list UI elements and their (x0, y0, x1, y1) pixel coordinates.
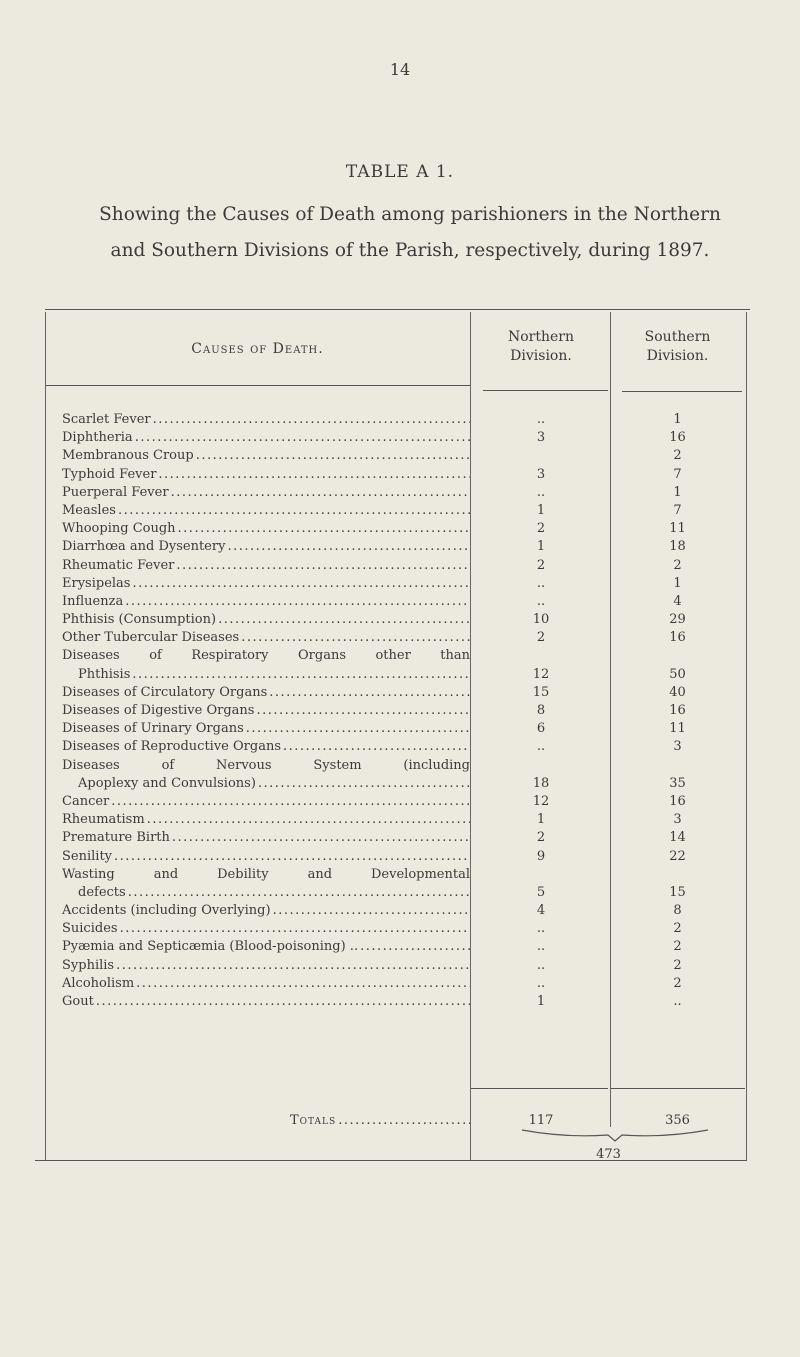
table-row (62, 975, 745, 993)
northern-value: 9 (536, 848, 546, 864)
cause-line (62, 920, 470, 938)
table-row (62, 647, 745, 683)
cause-cell (62, 848, 470, 866)
cause-text: Suicides (62, 921, 118, 937)
cause-text: Diseases of Circulatory Organs (62, 684, 268, 700)
southern-value: 16 (669, 793, 686, 809)
dot-leader (114, 848, 470, 866)
dot-leader (360, 938, 470, 956)
table-row (62, 593, 745, 611)
dot-leader (256, 702, 470, 720)
cause-cell (62, 538, 470, 556)
northern-value: .. (536, 975, 546, 991)
southern-value: 1 (673, 412, 682, 427)
cause-line (62, 557, 470, 575)
northern-value: .. (536, 412, 546, 427)
cause-cell (62, 484, 470, 502)
northern-value: 1 (536, 539, 546, 555)
southern-value: 11 (669, 721, 686, 737)
northern-value: 2 (536, 521, 546, 537)
northern-value: 1 (536, 994, 546, 1010)
dot-leader (227, 538, 470, 556)
cause-line (62, 993, 470, 1011)
northern-value: .. (536, 739, 546, 755)
cause-line (62, 411, 470, 429)
table-row (62, 575, 745, 593)
cause-line (62, 902, 470, 920)
table-row (62, 429, 745, 447)
cause-cell (62, 938, 470, 956)
dot-leader (258, 775, 470, 793)
cause-text: Measles (62, 502, 116, 518)
cause-text: Accidents (including Overlying) (62, 903, 271, 919)
table-caption (40, 197, 780, 269)
table-row (62, 811, 745, 829)
northern-value: .. (536, 921, 546, 937)
cause-line (62, 629, 470, 647)
cause-cell (62, 957, 470, 975)
cause-cell (62, 466, 470, 484)
cause-line (62, 447, 470, 465)
cause-continuation (62, 666, 470, 684)
cause-text: Diseases of Reproductive Organs (62, 739, 281, 755)
dot-leader (172, 829, 470, 847)
southern-value: 7 (673, 502, 682, 518)
northern-value: 10 (532, 612, 550, 628)
cause-text-continued: Phthisis (78, 666, 131, 682)
cause-cell (62, 520, 470, 538)
table-row (62, 520, 745, 538)
dot-leader (147, 811, 470, 829)
cause-cell (62, 502, 470, 520)
header-southern-line-2: Division. (646, 348, 709, 364)
table-row (62, 938, 745, 956)
table-title: TABLE A 1. (345, 162, 455, 182)
cause-cell (62, 793, 470, 811)
totals-brace (520, 1128, 710, 1144)
header-rule-southern (622, 391, 742, 392)
southern-value: .. (673, 994, 682, 1010)
table-row (62, 466, 745, 484)
northern-value: 2 (536, 830, 546, 846)
subtotal-rule-northern (470, 1088, 608, 1089)
northern-value: 8 (536, 703, 546, 719)
cause-cell (62, 866, 470, 902)
cause-text: Influenza (62, 593, 124, 609)
cause-cell (62, 593, 470, 611)
header-southern-division (610, 328, 745, 366)
cause-text: Diarrhœa and Dysentery (62, 539, 226, 555)
cause-cell (62, 647, 470, 683)
northern-value: 1 (536, 502, 546, 518)
cause-line (62, 811, 470, 829)
caption-line-2: and Southern Divisions of the Parish, respectively, during 1897. (110, 240, 710, 261)
table-row (62, 920, 745, 938)
northern-value: 12 (532, 666, 550, 682)
table-row (62, 447, 745, 465)
cause-cell (62, 611, 470, 629)
southern-value: 4 (673, 593, 682, 609)
southern-value: 14 (669, 830, 686, 846)
dot-leader (120, 920, 470, 938)
dot-leader (96, 993, 470, 1011)
table-row (62, 702, 745, 720)
southern-value: 16 (669, 430, 686, 446)
dot-leader (158, 466, 470, 484)
dot-leader (273, 902, 470, 920)
table-row (62, 829, 745, 847)
cause-text-continued: Apoplexy and Convulsions) (78, 775, 256, 791)
cause-text: Diseases of Urinary Organs (62, 721, 244, 737)
southern-value: 7 (673, 466, 682, 482)
cause-line (62, 684, 470, 702)
cause-text: Senility (62, 848, 113, 864)
cause-line (62, 793, 470, 811)
table-row (62, 557, 745, 575)
cause-cell (62, 429, 470, 447)
cause-cell (62, 629, 470, 647)
table-row (62, 866, 745, 902)
cause-line (62, 720, 470, 738)
northern-value: 3 (536, 430, 546, 446)
southern-value: 2 (673, 939, 682, 955)
cause-line (62, 593, 470, 611)
header-southern-line-1: Southern (644, 329, 711, 345)
cause-text: Puerperal Fever (62, 484, 169, 500)
cause-text: Diseases of Digestive Organs (62, 703, 255, 719)
southern-value: 3 (673, 739, 682, 755)
cause-line (62, 848, 470, 866)
cause-cell (62, 757, 470, 793)
southern-value: 29 (669, 612, 686, 628)
header-causes-of-death: Causes of Death. (191, 341, 324, 357)
cause-cell (62, 702, 470, 720)
cause-cell (62, 738, 470, 756)
totals-row-label (62, 1113, 470, 1128)
cause-text: Other Tubercular Diseases (62, 630, 240, 646)
table-row (62, 720, 745, 738)
dot-leader (132, 575, 470, 593)
cause-continuation (62, 775, 470, 793)
dot-leader (132, 666, 470, 684)
northern-value: 5 (536, 884, 546, 900)
southern-value: 1 (673, 575, 682, 591)
column-divider-right (746, 312, 747, 1160)
dot-leader (125, 593, 470, 611)
cause-text: Diseases of Nervous System (including (62, 757, 470, 773)
dot-leader (246, 720, 470, 738)
table-row (62, 757, 745, 793)
column-divider-left (45, 312, 46, 1160)
header-rule-northern (483, 390, 608, 391)
dot-leader (283, 738, 470, 756)
cause-cell (62, 720, 470, 738)
subtotal-rule-southern (610, 1088, 745, 1089)
cause-line (62, 738, 470, 756)
southern-value: 35 (669, 775, 686, 791)
dot-leader (196, 447, 470, 465)
cause-cell (62, 575, 470, 593)
northern-value: .. (536, 593, 546, 609)
dot-leader (241, 629, 470, 647)
cause-text: Rheumatic Fever (62, 557, 175, 573)
page-number: 14 (389, 60, 411, 79)
cause-line (62, 520, 470, 538)
northern-value: 2 (536, 630, 546, 646)
southern-value: 2 (673, 957, 682, 973)
dot-leader (176, 557, 470, 575)
cause-text: Wasting and Debility and Developmental (62, 866, 470, 882)
northern-value: 1 (536, 812, 546, 828)
cause-text: Membranous Croup (62, 448, 194, 464)
grand-total: 473 (596, 1147, 621, 1162)
cause-cell (62, 920, 470, 938)
totals-label: Totals (290, 1113, 337, 1128)
southern-value: 40 (669, 684, 686, 700)
dot-leader (171, 484, 470, 502)
cause-text: Cancer (62, 793, 110, 809)
southern-value: 2 (673, 921, 682, 937)
northern-value: .. (536, 575, 546, 591)
cause-line (62, 429, 470, 447)
southern-value: 2 (673, 975, 682, 991)
cause-text: Diseases of Respiratory Organs other than (62, 648, 470, 664)
dot-leader (153, 411, 470, 429)
cause-line (62, 611, 470, 629)
cause-text: Whooping Cough (62, 521, 176, 537)
table-row (62, 484, 745, 502)
cause-line (62, 575, 470, 593)
caption-line-1: Showing the Causes of Death among parishioners in the Northern (99, 204, 721, 225)
cause-cell (62, 975, 470, 993)
northern-value: 2 (536, 557, 546, 573)
table-row (62, 848, 745, 866)
total-northern: 117 (528, 1113, 554, 1128)
dot-leader (218, 611, 470, 629)
table-row (62, 738, 745, 756)
table-row (62, 629, 745, 647)
southern-value: 2 (673, 448, 682, 464)
southern-value: 11 (669, 521, 686, 537)
cause-line (62, 938, 470, 956)
cause-line (62, 829, 470, 847)
northern-value: 6 (536, 721, 546, 737)
cause-cell (62, 811, 470, 829)
cause-cell (62, 829, 470, 847)
cause-text-continued: defects (78, 884, 126, 900)
cause-line (62, 538, 470, 556)
cause-continuation (62, 884, 470, 902)
southern-value: 16 (669, 630, 686, 646)
southern-value: 50 (669, 666, 686, 682)
dot-leader (178, 520, 470, 538)
cause-cell (62, 684, 470, 702)
southern-value: 22 (669, 848, 686, 864)
northern-value: 4 (536, 903, 546, 919)
northern-value: 15 (532, 684, 550, 700)
cause-line (62, 975, 470, 993)
northern-value: .. (536, 939, 546, 955)
cause-cell (62, 447, 470, 465)
southern-value: 1 (673, 484, 682, 500)
cause-line (62, 466, 470, 484)
header-rule-causes (45, 385, 470, 386)
cause-text: Pyæmia and Septicæmia (Blood-poisoning) .. (62, 939, 359, 955)
cause-text: Alcoholism (62, 975, 135, 991)
northern-value: 12 (532, 793, 550, 809)
cause-text: Phthisis (Consumption) (62, 612, 217, 628)
dot-leader (128, 884, 470, 902)
cause-text: Erysipelas (62, 575, 131, 591)
table-row (62, 684, 745, 702)
southern-value: 8 (673, 903, 682, 919)
cause-text: Rheumatism (62, 812, 145, 828)
northern-value: 3 (536, 466, 546, 482)
dot-leader (118, 502, 470, 520)
northern-value: .. (536, 957, 546, 973)
table-row (62, 957, 745, 975)
dot-leader (338, 1113, 470, 1128)
table-row (62, 411, 745, 429)
dot-leader (135, 429, 470, 447)
table-row (62, 902, 745, 920)
cause-line (62, 484, 470, 502)
table-row (62, 611, 745, 629)
southern-value: 15 (669, 884, 686, 900)
cause-text: Typhoid Fever (62, 466, 157, 482)
table-top-rule (45, 309, 750, 310)
cause-text: Premature Birth (62, 830, 170, 846)
table-body (62, 411, 745, 1011)
northern-value: 18 (532, 775, 550, 791)
header-northern-line-1: Northern (507, 329, 574, 345)
cause-cell (62, 902, 470, 920)
header-northern-line-2: Division. (510, 348, 572, 364)
cause-text: Diphtheria (62, 430, 133, 446)
table-row (62, 993, 745, 1011)
table-row (62, 538, 745, 556)
cause-line (62, 957, 470, 975)
southern-value: 2 (673, 557, 682, 573)
southern-value: 3 (673, 812, 682, 828)
dot-leader (136, 975, 470, 993)
southern-value: 18 (669, 539, 686, 555)
northern-value: .. (536, 484, 546, 500)
cause-cell (62, 411, 470, 429)
cause-cell (62, 993, 470, 1011)
dot-leader (111, 793, 470, 811)
southern-value: 16 (669, 703, 686, 719)
cause-text: Syphilis (62, 957, 115, 973)
cause-line (62, 502, 470, 520)
table-row (62, 502, 745, 520)
cause-cell (62, 557, 470, 575)
cause-text: Scarlet Fever (62, 412, 151, 427)
dot-leader (116, 957, 470, 975)
cause-line (62, 702, 470, 720)
dot-leader (269, 684, 470, 702)
header-northern-division (472, 328, 610, 366)
table-row (62, 793, 745, 811)
total-southern: 356 (665, 1113, 690, 1128)
cause-text: Gout (62, 994, 94, 1010)
